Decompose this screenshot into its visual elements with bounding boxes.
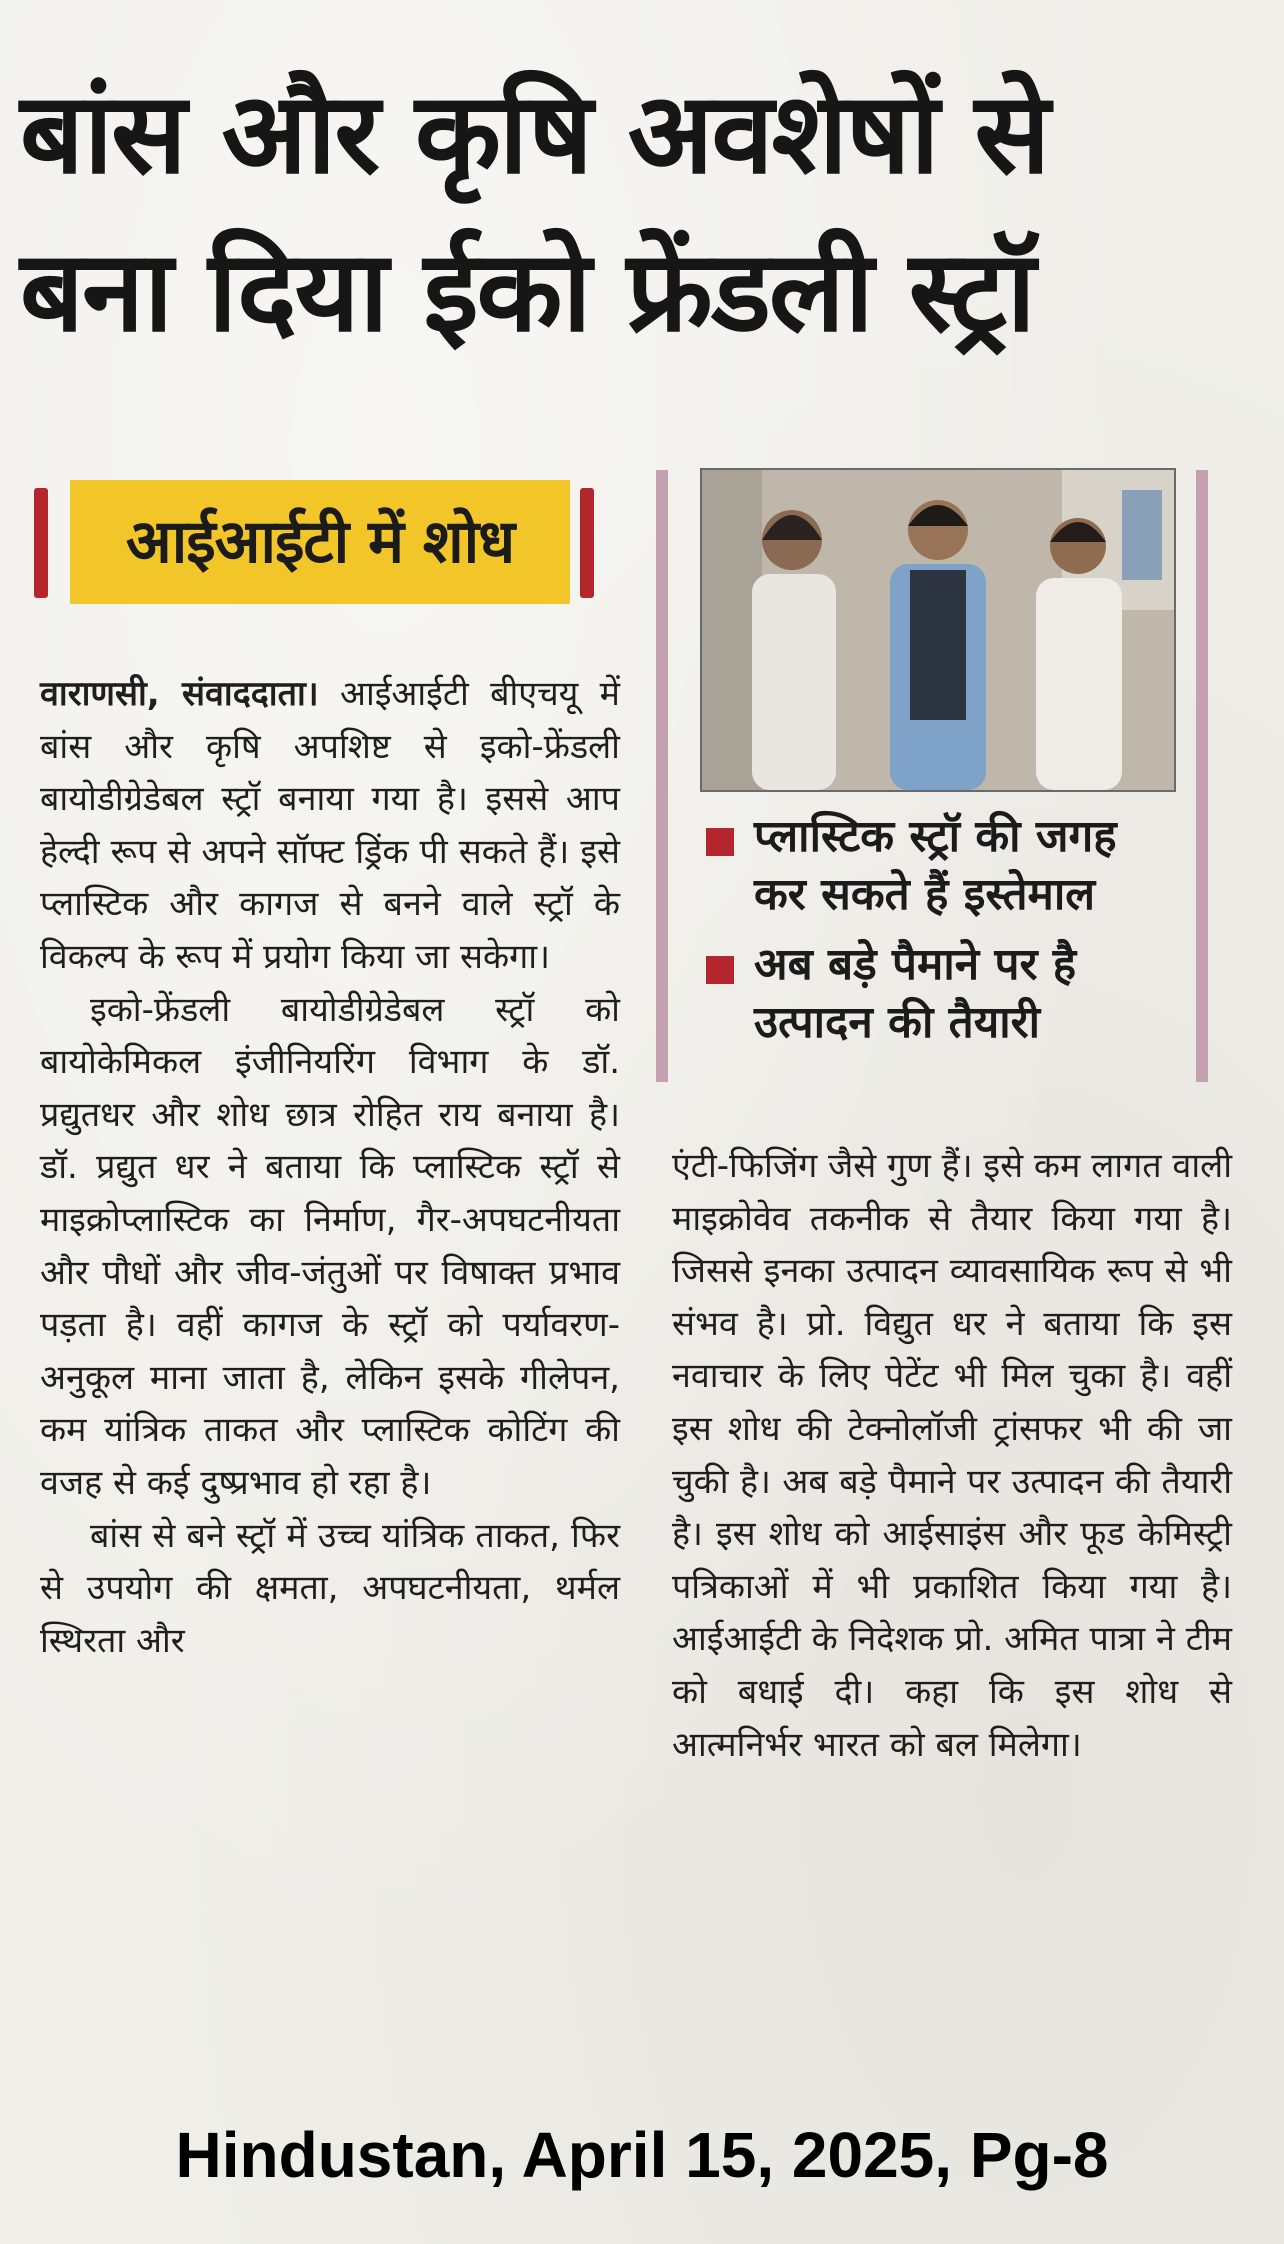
sidebar-bullet-1-text: प्लास्टिक स्ट्रॉ की जगह कर सकते हैं इस्तेमाल: [754, 811, 1117, 920]
article-paragraph-2: इको-फ्रेंडली बायोडीग्रेडेबल स्ट्रॉ को बायोकेमिकल इंजीनियरिंग विभाग के डॉ. प्रद्युतधर और शोध छात्र रोहित राय बनाया है। डॉ. प्रद्युत धर ने बताया कि प्लास्टिक स्ट्रॉ से माइक्रोप्लास्टिक का निर्माण, गैर-अपघटनीयता और पौधों और जीव-जंतुओं पर विषाक्त प्रभाव पड़ता है। वहीं कागज के स्ट्रॉ को पर्यावरण-अनुकूल माना जाता है, लेकिन इसके गीलेपन, कम यांत्रिक ताकत और प्लास्टिक कोटिंग की वजह से कई दुष्प्रभाव हो रहा है।: [40, 989, 620, 1503]
sidebar-rule-left: [656, 470, 668, 1082]
kicker-bar-right: [580, 488, 594, 598]
headline-line-2: बना दिया ईको फ्रेंडली स्ट्रॉ: [20, 227, 1034, 357]
sidebar-bullets: [700, 808, 1180, 1064]
article-column-left: [40, 668, 620, 1667]
dateline: वाराणसी, संवाददाता।: [40, 674, 319, 714]
kicker-block: [34, 480, 604, 590]
article-paragraph-4: एंटी-फिजिंग जैसे गुण हैं। इसे कम लागत वाली माइक्रोवेव तकनीक से तैयार किया गया है। जिससे इनका उत्पादन व्यावसायिक रूप से भी संभव है। प्रो. विद्युत धर ने बताया कि इस नवाचार के लिए पेटेंट भी मिल चुका है। वहीं इस शोध की टेक्नोलॉजी ट्रांसफर भी की जा चुकी है। अब बड़े पैमाने पर उत्पादन की तैयारी है। इस शोध को आईसाइंस और फूड केमिस्ट्री पत्रिकाओं में भी प्रकाशित किया गया है। आईआईटी के निदेशक प्रो. अमित पात्रा ने टीम को बधाई दी। कहा कि इस शोध से आत्मनिर्भर भारत को बल मिलेगा।: [672, 1146, 1232, 1765]
bullet-square-icon: [706, 956, 734, 984]
article-paragraph-3: बांस से बने स्ट्रॉ में उच्च यांत्रिक ताकत, फिर से उपयोग की क्षमता, अपघटनीयता, थर्मल स्थिरता और: [40, 1515, 620, 1661]
sidebar-bullet-2-text: अब बड़े पैमाने पर है उत्पादन की तैयारी: [754, 939, 1077, 1048]
article-paragraph-1-text: आईआईटी बीएचयू में बांस और कृषि अपशिष्ट से इको-फ्रेंडली बायोडीग्रेडेबल स्ट्रॉ बनाया गया है। इससे आप हेल्दी रूप से अपने सॉफ्ट ड्रिंक पी सकते हैं। इसे प्लास्टिक और कागज से बनने वाले स्ट्रॉ के विकल्प के रूप में प्रयोग किया जा सकेगा।: [40, 674, 620, 977]
sidebar-rule-right: [1196, 470, 1208, 1082]
headline-line-1: बांस और कृषि अवशेषों से: [20, 69, 1049, 199]
sidebar-bullet-1: [700, 808, 1180, 924]
team-photo: [700, 468, 1176, 792]
headline: [20, 55, 1210, 371]
article-column-right: [672, 1140, 1232, 1771]
bullet-square-icon: [706, 828, 734, 856]
source-caption: Hindustan, April 15, 2025, Pg-8: [175, 2119, 1109, 2191]
sidebar-bullet-2: [700, 936, 1180, 1052]
kicker-label: आईआईटी में शोध: [70, 480, 570, 604]
article-paragraph-1: [40, 668, 620, 984]
kicker-bar-left: [34, 488, 48, 598]
team-photo-illustration: [702, 470, 1174, 790]
